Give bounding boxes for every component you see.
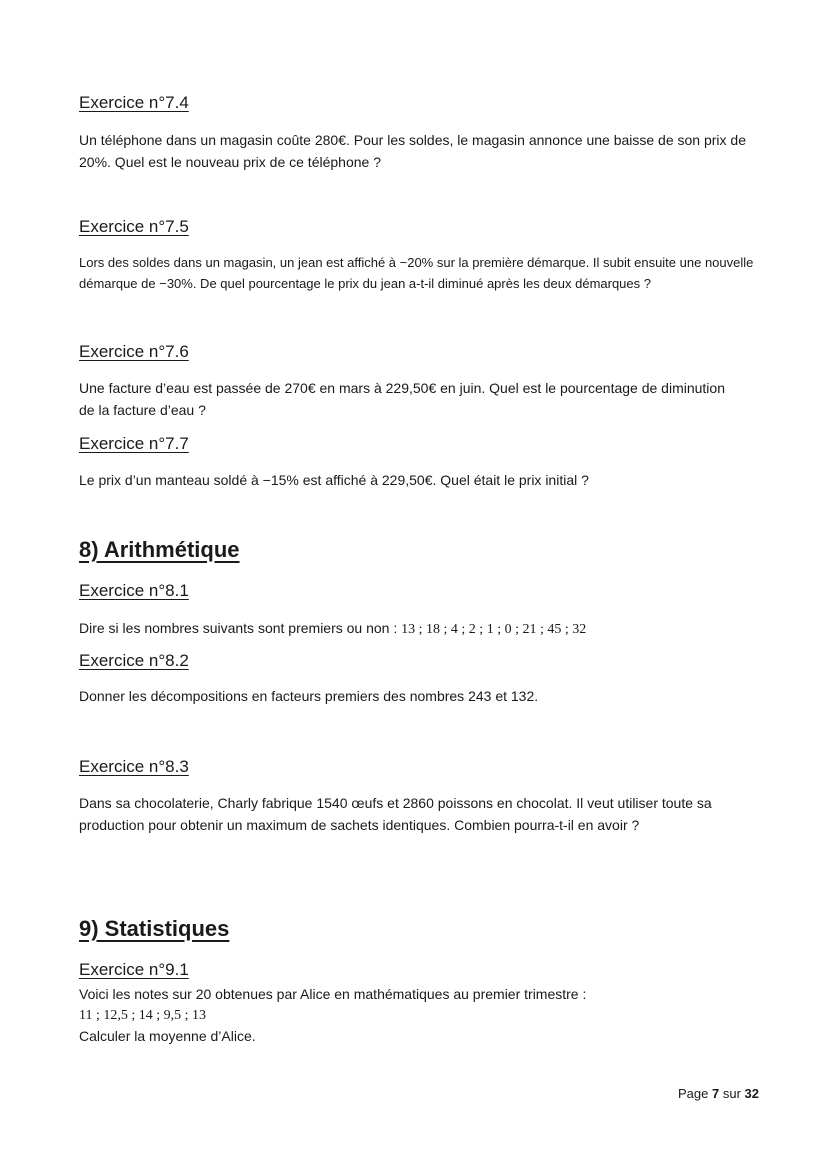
exercise-8-1-prompt: Dire si les nombres suivants sont premiers ou non : [79, 620, 402, 636]
footer-page-label: Page [677, 1086, 709, 1101]
footer-page-number: 7 [711, 1086, 720, 1101]
section-8-title: 8) Arithmétique [79, 537, 240, 562]
exercise-7-4-text: Un téléphone dans un magasin coûte 280€. Pour les soldes, le magasin annonce une baisse de son prix de 20%. Quel est le nouveau prix de ce téléphone ? [79, 132, 747, 170]
exercise-9-1-grades: 11 ; 12,5 ; 14 ; 9,5 ; 13 [79, 1008, 207, 1023]
exercise-8-2-title: Exercice n°8.2 [79, 651, 189, 670]
exercise-7-7-title: Exercice n°7.7 [79, 434, 189, 453]
exercise-8-2-text: Donner les décompositions en facteurs premiers des nombres 243 et 132. [79, 688, 539, 704]
exercise-7-4-title: Exercice n°7.4 [79, 93, 189, 112]
exercise-8-1-title: Exercice n°8.1 [79, 581, 189, 600]
exercise-9-1-title: Exercice n°9.1 [79, 960, 189, 979]
footer-page-total: 32 [744, 1086, 759, 1101]
section-9-title: 9) Statistiques [79, 916, 230, 941]
exercise-9-1-intro: Voici les notes sur 20 obtenues par Alice en mathématiques au premier trimestre : [79, 986, 587, 1002]
exercise-7-6-text: Une facture d’eau est passée de 270€ en mars à 229,50€ en juin. Quel est le pourcentage de diminution de la facture d’eau ? [79, 380, 725, 418]
exercise-7-7-text: Le prix d’un manteau soldé à −15% est affiché à 229,50€. Quel était le prix initial ? [79, 472, 589, 488]
exercise-7-5-text: Lors des soldes dans un magasin, un jean est affiché à −20% sur la première démarque. Il subit ensuite une nouvelle démarque de −30%. De quel pourcentage le prix du jean a-t-il diminué après les deux démarques ? [79, 255, 754, 291]
footer-sur-label: sur [722, 1086, 741, 1101]
exercise-8-1-text [79, 617, 769, 641]
exercise-8-3-title: Exercice n°8.3 [79, 757, 189, 776]
exercise-9-1-body [79, 984, 769, 1047]
exercise-8-3-text: Dans sa chocolaterie, Charly fabrique 1540 œufs et 2860 poissons en chocolat. Il veut utiliser toute sa production pour obtenir un maximum de sachets identiques. Combien pourra-t-il en avoir ? [79, 795, 712, 833]
exercise-7-5-title: Exercice n°7.5 [79, 217, 189, 236]
exercise-9-1-question: Calculer la moyenne d’Alice. [79, 1028, 256, 1044]
exercise-8-1-numbers: 13 ; 18 ; 4 ; 2 ; 1 ; 0 ; 21 ; 45 ; 32 [401, 622, 587, 637]
exercise-7-6-title: Exercice n°7.6 [79, 342, 189, 361]
page-footer [678, 1086, 759, 1101]
